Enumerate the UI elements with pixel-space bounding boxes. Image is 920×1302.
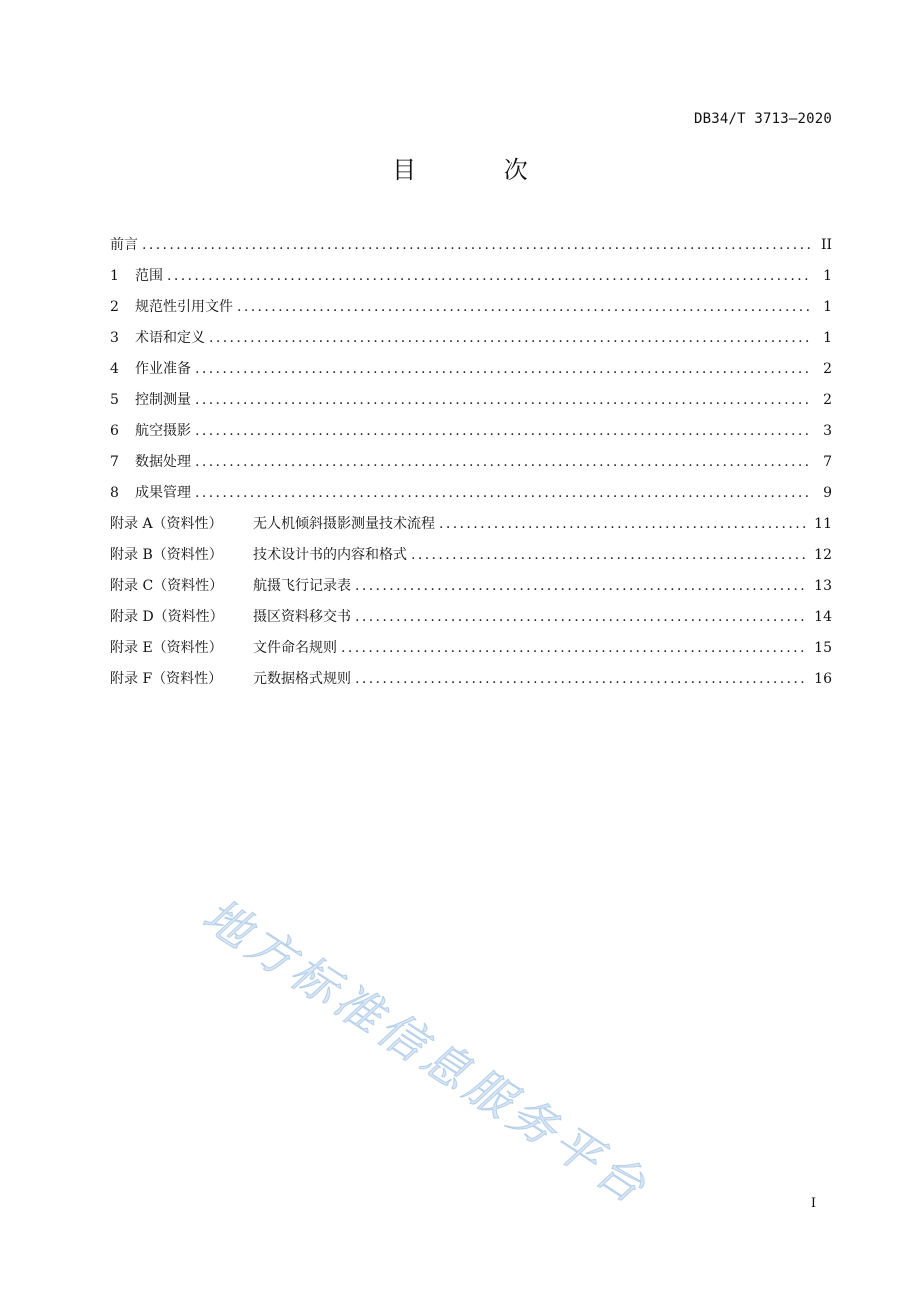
toc-entry-label: 规范性引用文件 — [135, 299, 233, 315]
leader-dots — [355, 578, 808, 594]
leader-dots — [237, 299, 812, 315]
leader-dots — [195, 454, 812, 470]
toc-entry-label: 前言 — [110, 237, 138, 253]
toc-entry-8[interactable] — [110, 482, 832, 513]
toc-entry-page: 11 — [814, 516, 832, 532]
toc-appendix-f[interactable] — [110, 668, 832, 699]
toc-entry-5[interactable] — [110, 389, 832, 420]
leader-dots — [411, 547, 808, 563]
toc-appendix-b[interactable] — [110, 544, 832, 575]
toc-entry-4[interactable] — [110, 358, 832, 389]
toc-entry-foreword[interactable] — [110, 234, 832, 265]
leader-dots — [209, 330, 812, 346]
appendix-prefix: 附录 D（资料性） — [110, 609, 224, 625]
toc-entry-2[interactable] — [110, 296, 832, 327]
document-code: DB34/T 3713—2020 — [693, 111, 832, 127]
toc-entry-6[interactable] — [110, 420, 832, 451]
toc-entry-number: 6 — [110, 423, 119, 439]
leader-dots — [195, 392, 812, 408]
table-of-contents — [110, 234, 832, 699]
toc-entry-number: 8 — [110, 485, 119, 501]
toc-entry-page: 2 — [823, 361, 832, 377]
leader-dots — [142, 237, 812, 253]
toc-entry-label: 术语和定义 — [135, 330, 205, 346]
toc-entry-label: 航空摄影 — [135, 423, 191, 439]
toc-entry-page: 1 — [823, 330, 832, 346]
toc-entry-number: 1 — [110, 268, 119, 284]
toc-entry-label: 无人机倾斜摄影测量技术流程 — [253, 516, 435, 532]
toc-entry-page: 3 — [823, 423, 832, 439]
leader-dots — [195, 361, 812, 377]
toc-entry-page: 16 — [814, 671, 832, 687]
toc-entry-page: 14 — [814, 609, 832, 625]
page-number: I — [810, 1196, 816, 1211]
toc-entry-label: 数据处理 — [135, 454, 191, 470]
toc-entry-label: 元数据格式规则 — [253, 671, 351, 687]
leader-dots — [195, 485, 812, 501]
toc-entry-page: 13 — [814, 578, 832, 594]
watermark: 地方标准信息服务平台 — [193, 887, 660, 1217]
toc-entry-label: 摄区资料移交书 — [253, 609, 351, 625]
toc-entry-page: 2 — [823, 392, 832, 408]
toc-entry-page: 12 — [814, 547, 832, 563]
leader-dots — [341, 640, 808, 656]
toc-entry-number: 2 — [110, 299, 119, 315]
leader-dots — [439, 516, 808, 532]
toc-entry-page: II — [820, 237, 832, 253]
appendix-prefix: 附录 E（资料性） — [110, 640, 223, 656]
toc-entry-page: 1 — [823, 268, 832, 284]
leader-dots — [167, 268, 812, 284]
toc-appendix-e[interactable] — [110, 637, 832, 668]
toc-entry-label: 作业准备 — [135, 361, 191, 377]
toc-entry-7[interactable] — [110, 451, 832, 482]
toc-appendix-a[interactable] — [110, 513, 832, 544]
toc-title: 目 次 — [392, 156, 568, 184]
leader-dots — [355, 609, 808, 625]
toc-entry-label: 成果管理 — [135, 485, 191, 501]
toc-entry-number: 4 — [110, 361, 119, 377]
toc-entry-1[interactable] — [110, 265, 832, 296]
toc-appendix-c[interactable] — [110, 575, 832, 606]
appendix-prefix: 附录 F（资料性） — [110, 671, 223, 687]
toc-entry-number: 5 — [110, 392, 119, 408]
toc-entry-label: 航摄飞行记录表 — [253, 578, 351, 594]
toc-entry-page: 15 — [814, 640, 832, 656]
toc-entry-page: 1 — [823, 299, 832, 315]
appendix-prefix: 附录 A（资料性） — [110, 516, 223, 532]
appendix-prefix: 附录 C（资料性） — [110, 578, 224, 594]
leader-dots — [355, 671, 808, 687]
toc-entry-label: 控制测量 — [135, 392, 191, 408]
leader-dots — [195, 423, 812, 439]
toc-entry-number: 3 — [110, 330, 119, 346]
toc-entry-label: 范围 — [135, 268, 163, 284]
toc-appendix-d[interactable] — [110, 606, 832, 637]
appendix-prefix: 附录 B（资料性） — [110, 547, 223, 563]
toc-entry-label: 文件命名规则 — [253, 640, 337, 656]
toc-entry-page: 9 — [823, 485, 832, 501]
toc-entry-3[interactable] — [110, 327, 832, 358]
toc-entry-number: 7 — [110, 454, 119, 470]
toc-entry-page: 7 — [823, 454, 832, 470]
toc-entry-label: 技术设计书的内容和格式 — [253, 547, 407, 563]
